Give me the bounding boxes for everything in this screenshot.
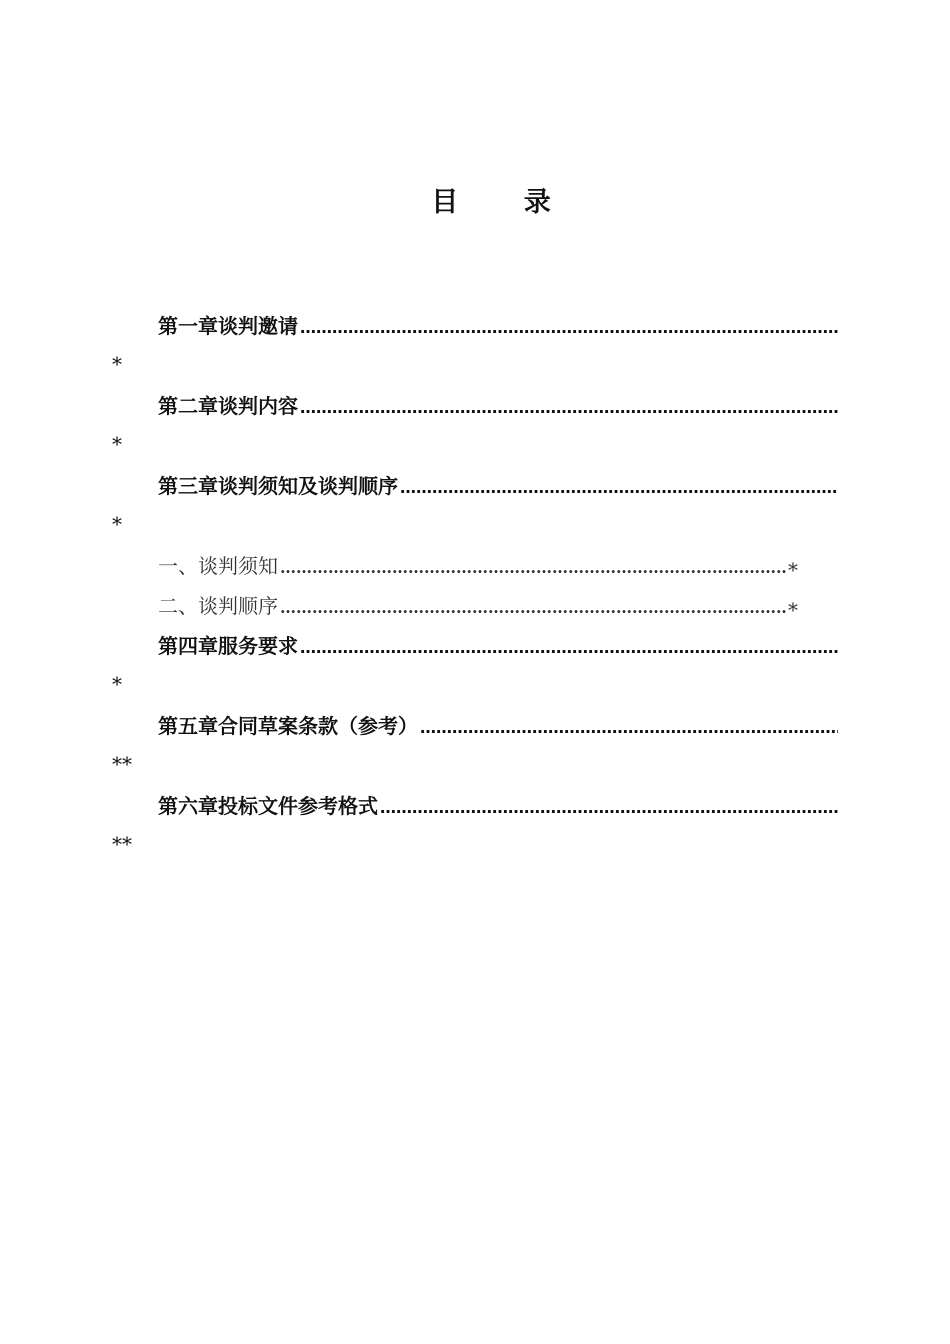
- dot-leader: [280, 598, 786, 617]
- chapter-number: 第一章: [158, 314, 218, 338]
- toc-entry-chapter-2[interactable]: [158, 390, 838, 420]
- chapter-page-number: **: [112, 832, 132, 856]
- dot-leader: [380, 798, 838, 817]
- chapter-title: 谈判内容: [218, 394, 298, 418]
- chapter-page-number: *: [112, 672, 122, 696]
- chapter-title: 谈判须知及谈判顺序: [218, 474, 398, 498]
- chapter-number: 第二章: [158, 394, 218, 418]
- toc-entry-chapter-3[interactable]: [158, 470, 838, 500]
- chapter-number: 第五章: [158, 714, 218, 738]
- section-label: 二、谈判顺序: [158, 594, 278, 618]
- toc-title: 目 录: [431, 187, 579, 218]
- section-label: 一、谈判须知: [158, 554, 278, 578]
- section-page-number: *: [788, 558, 798, 580]
- dot-leader: [420, 718, 838, 737]
- toc-entry-chapter-6[interactable]: [158, 790, 838, 820]
- toc-entry-chapter-4[interactable]: [158, 630, 838, 660]
- dot-leader: [300, 398, 838, 417]
- dot-leader: [300, 638, 838, 657]
- chapter-title: 谈判邀请: [218, 314, 298, 338]
- chapter-page-number: *: [112, 352, 122, 376]
- chapter-number: 第六章: [158, 794, 218, 818]
- dot-leader: [280, 558, 786, 577]
- toc-entry-chapter-5[interactable]: [158, 710, 838, 740]
- chapter-page-number: **: [112, 752, 132, 776]
- chapter-number: 第四章: [158, 634, 218, 658]
- toc-entry-section-2[interactable]: [158, 590, 798, 620]
- section-page-number: *: [788, 598, 798, 620]
- chapter-title: 合同草案条款（参考）: [218, 714, 418, 738]
- toc-entry-section-1[interactable]: [158, 550, 798, 580]
- chapter-number: 第三章: [158, 474, 218, 498]
- dot-leader: [400, 478, 838, 497]
- chapter-title: 投标文件参考格式: [218, 794, 378, 818]
- chapter-page-number: *: [112, 432, 122, 456]
- dot-leader: [300, 318, 838, 337]
- toc-entry-chapter-1[interactable]: [158, 310, 838, 340]
- chapter-title: 服务要求: [218, 634, 298, 658]
- chapter-page-number: *: [112, 512, 122, 536]
